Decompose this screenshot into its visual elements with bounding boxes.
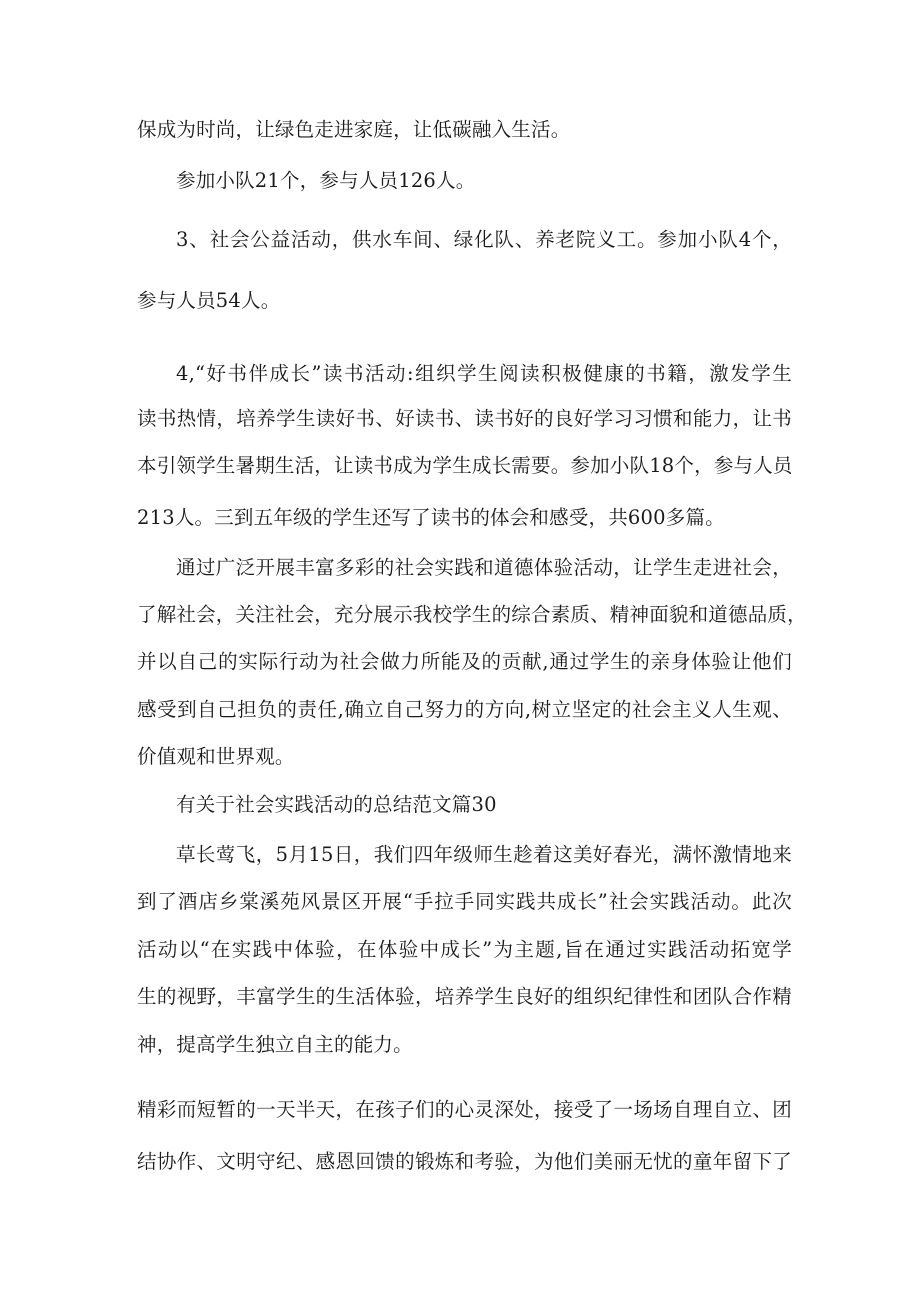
text-line-7: 本引领学生暑期生活，让读书成为学生成长需要。参加小队18个，参与人员	[137, 454, 793, 477]
text-line-21: 结协作、文明守纪、感恩回馈的锻炼和考验，为他们美丽无忧的童年留下了	[137, 1150, 792, 1173]
text-line-15: 草长莺飞，5月15日，我们四年级师生趁着这美好春光，满怀激情地来	[176, 843, 792, 866]
text-line-1: 保成为时尚，让绿色走进家庭，让低碳融入生活。	[137, 118, 571, 141]
text-line-11: 并以自己的实际行动为社会做力所能及的贡献,通过学生的亲身体验让他们	[137, 650, 792, 673]
text-line-12: 感受到自己担负的责任,确立自己努力的方向,树立坚定的社会主义人生观、	[137, 698, 792, 721]
text-line-5: 4,“好书伴成长”读书活动:组织学生阅读积极健康的书籍，激发学生	[176, 362, 792, 385]
text-line-9: 通过广泛开展丰富多彩的社会实践和道德体验活动，让学生走进社会，	[176, 556, 792, 579]
text-line-20: 精彩而短暂的一天半天，在孩子们的心灵深处，接受了一场场自理自立、团	[137, 1098, 792, 1121]
text-line-6: 读书热情，培养学生读好书、好读书、读书好的良好学习习惯和能力，让书	[137, 407, 792, 430]
text-line-2: 参加小队21个，参与人员126人。	[176, 169, 476, 192]
text-line-17: 活动以“在实践中体验，在体验中成长”为主题,旨在通过实践活动拓宽学	[137, 938, 792, 961]
text-line-19: 神，提高学生独立自主的能力。	[137, 1033, 413, 1056]
text-line-18: 生的视野，丰富学生的生活体验，培养学生良好的组织纪律性和团队合作精	[137, 985, 792, 1008]
text-line-10: 了解社会，关注社会，充分展示我校学生的综合素质、精神面貌和道德品质，	[137, 603, 807, 626]
text-line-4: 参与人员54人。	[137, 289, 281, 312]
section-heading: 有关于社会实践活动的总结范文篇30	[176, 793, 497, 816]
text-line-16: 到了酒店乡棠溪苑风景区开展“手拉手同实践共成长”社会实践活动。此次	[137, 890, 792, 913]
text-line-3: 3、社会公益活动，供水车间、绿化队、养老院义工。参加小队4个，	[176, 228, 792, 251]
text-line-8: 213人。三到五年级的学生还写了读书的体会和感受，共600多篇。	[137, 506, 725, 529]
text-line-13: 价值观和世界观。	[137, 745, 295, 768]
